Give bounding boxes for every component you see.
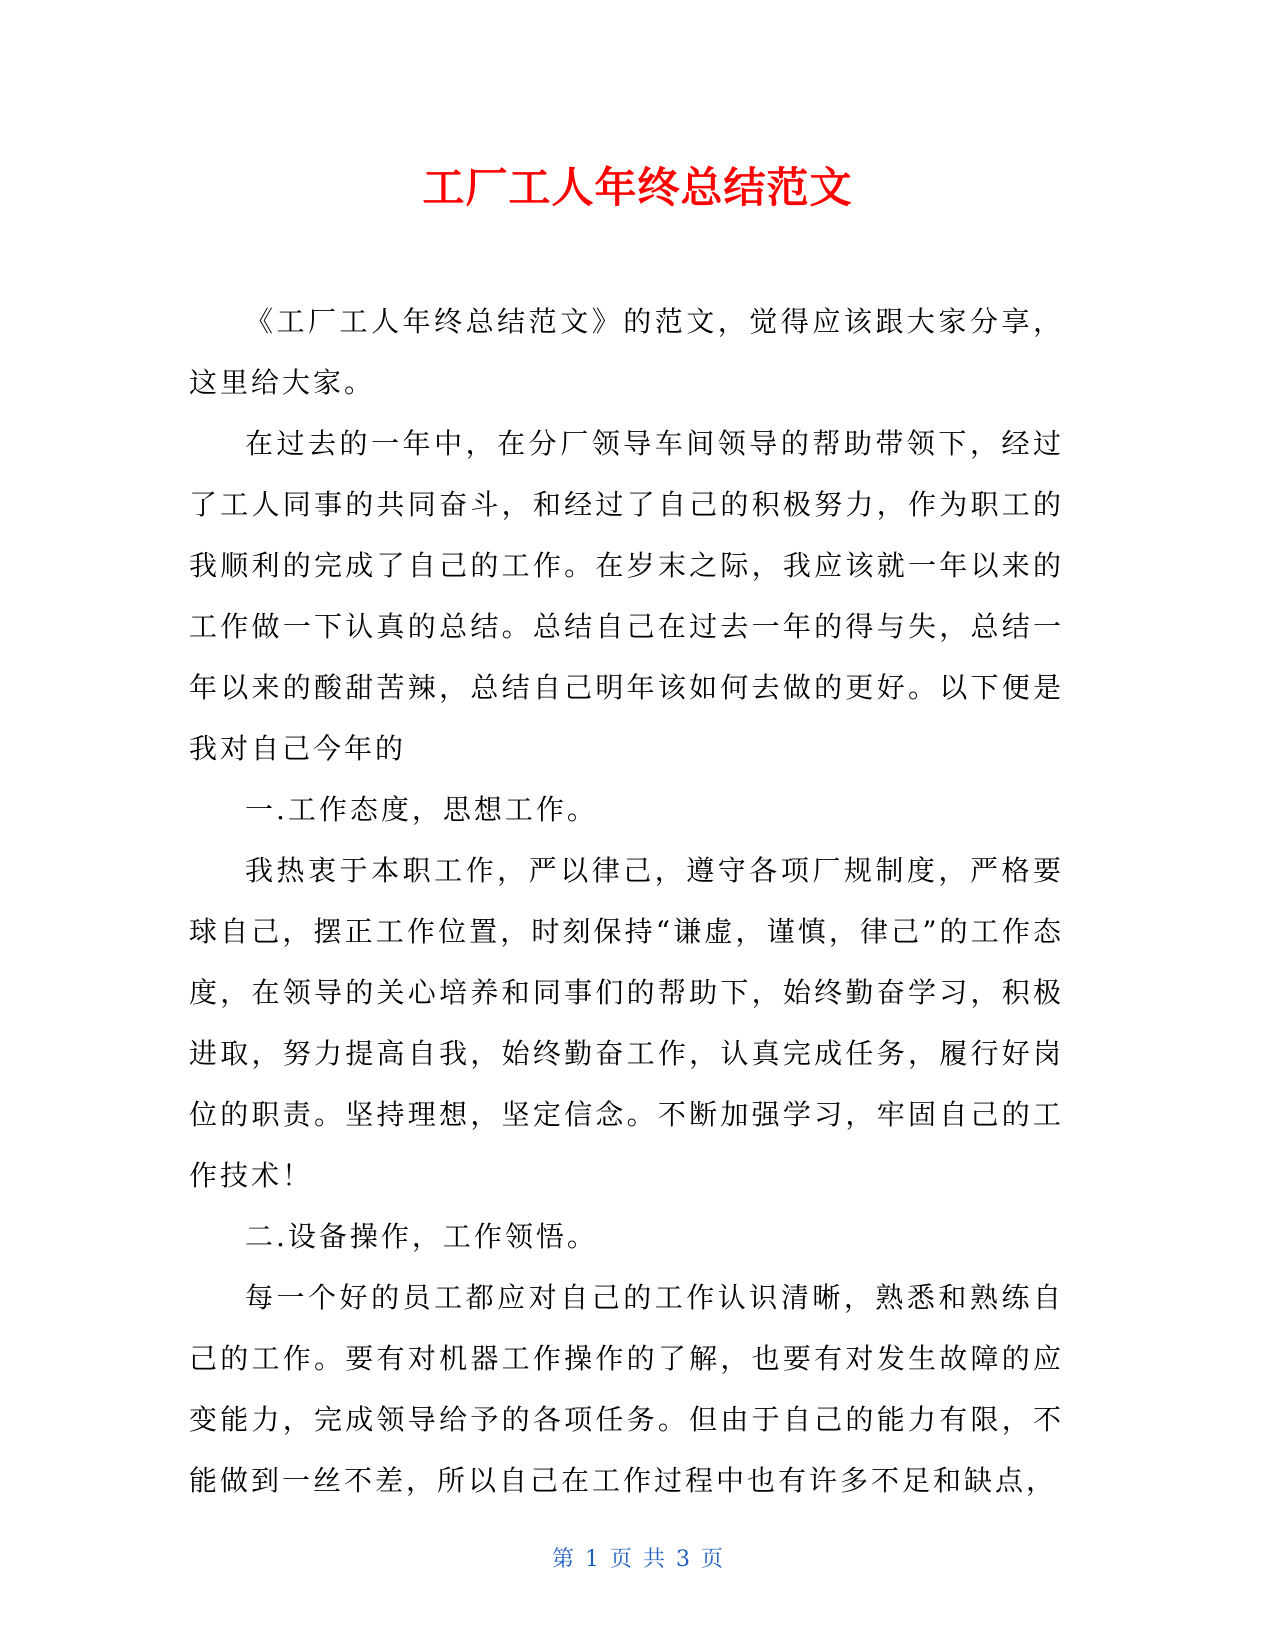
page-number-footer: 第 1 页 共 3 页 xyxy=(552,1547,723,1572)
paragraph-attitude: 我热衷于本职工作，严以律己，遵守各项厂规制度，严格要球自己，摆正工作位置，时刻保持“谦虚，谨慎，律己”的工作态度，在领导的关心培养和同事们的帮助下，始终勤奋学习，积极进取，努力提高自我，始终勤奋工作，认真完成任务，履行好岗位的职责。坚持理想，坚定信念。不断加强学习，牢固自己的工作技术！ xyxy=(189,854,1064,1192)
paragraph-equipment: 每一个好的员工都应对自己的工作认识清晰，熟悉和熟练自己的工作。要有对机器工作操作的了解，也要有对发生故障的应变能力，完成领导给予的各项任务。但由于自己的能力有限，不能做到一丝不差，所以自己在工作过程中也有许多不足和缺点， xyxy=(189,1281,1064,1497)
paragraph-intro: 《工厂工人年终总结范文》的范文，觉得应该跟大家分享，这里给大家。 xyxy=(189,305,1064,399)
document-title: 工厂工人年终总结范文 xyxy=(422,163,853,212)
section-heading-1: 一.工作态度，思想工作。 xyxy=(245,793,598,826)
section-heading-2: 二.设备操作，工作领悟。 xyxy=(245,1220,598,1253)
paragraph-summary: 在过去的一年中，在分厂领导车间领导的帮助带领下，经过了工人同事的共同奋斗，和经过了自己的积极努力，作为职工的我顺利的完成了自己的工作。在岁末之际，我应该就一年以来的工作做一下认真的总结。总结自己在过去一年的得与失，总结一年以来的酸甜苦辣，总结自己明年该如何去做的更好。以下便是我对自己今年的 xyxy=(189,427,1064,765)
document-body xyxy=(189,291,1064,1511)
